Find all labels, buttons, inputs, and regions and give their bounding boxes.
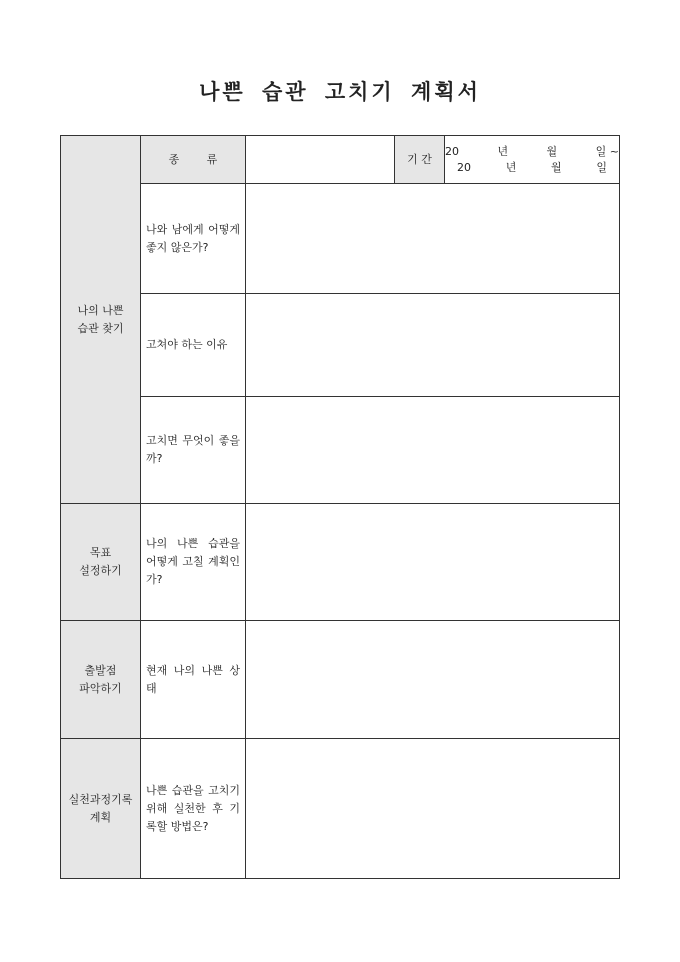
period-end-day-unit: 일 bbox=[596, 160, 607, 174]
page-title: 나쁜 습관 고치기 계획서 bbox=[199, 79, 481, 104]
period-end-line bbox=[445, 160, 619, 176]
section-label-record bbox=[61, 739, 141, 879]
question-record-method: 나쁜 습관을 고치기 위해 실천한 후 기록할 방법은? bbox=[141, 739, 246, 879]
answer-harm[interactable] bbox=[246, 184, 620, 294]
period-start-year: 20 bbox=[445, 144, 459, 158]
question-benefit: 고치면 무엇이 좋을까? bbox=[141, 397, 246, 504]
section-label-line2: 습관 찾기 bbox=[77, 321, 124, 335]
answer-benefit[interactable] bbox=[246, 397, 620, 504]
section-label-line1: 실천과정기록 bbox=[68, 792, 133, 806]
type-input-cell[interactable] bbox=[246, 136, 395, 184]
period-end-year-unit: 년 bbox=[505, 160, 517, 174]
section-label-line1: 출발점 bbox=[84, 663, 117, 677]
question-row bbox=[61, 184, 620, 294]
question-goal: 나의 나쁜 습관을 어떻게 고칠 계획인가? bbox=[141, 504, 246, 621]
period-start-month-unit: 월 bbox=[546, 144, 558, 158]
period-start-year-unit: 년 bbox=[497, 144, 509, 158]
plan-form-table bbox=[60, 135, 620, 879]
type-label-cell bbox=[141, 136, 246, 184]
question-row bbox=[61, 294, 620, 397]
section-label-line2: 계획 bbox=[89, 810, 112, 824]
question-harm: 나와 남에게 어떻게 좋지 않은가? bbox=[141, 184, 246, 294]
section-label-start bbox=[61, 621, 141, 739]
section-row-goal bbox=[61, 504, 620, 621]
period-end-month-unit: 월 bbox=[551, 160, 562, 174]
question-current-state: 현재 나의 나쁜 상태 bbox=[141, 621, 246, 739]
section-label-line2: 파악하기 bbox=[79, 681, 122, 695]
section-row-start bbox=[61, 621, 620, 739]
section-row-record bbox=[61, 739, 620, 879]
period-end-year: 20 bbox=[457, 160, 471, 174]
type-label-char2: 류 bbox=[206, 152, 218, 166]
header-row bbox=[61, 136, 620, 184]
section-label-line2: 설정하기 bbox=[79, 564, 122, 577]
section-label-goal bbox=[61, 504, 141, 621]
question-row bbox=[61, 397, 620, 504]
section-label-line1: 나의 나쁜 bbox=[77, 303, 124, 317]
type-label-char1: 종 bbox=[168, 152, 180, 166]
section-label-line1: 목표 bbox=[89, 546, 112, 559]
answer-record-method[interactable] bbox=[246, 739, 620, 879]
answer-current-state[interactable] bbox=[246, 621, 620, 739]
period-label: 기 간 bbox=[395, 136, 445, 184]
period-start-line bbox=[445, 144, 619, 160]
answer-goal[interactable] bbox=[246, 504, 620, 621]
section-label-habit-find bbox=[61, 136, 141, 504]
answer-reason[interactable] bbox=[246, 294, 620, 397]
question-reason: 고쳐야 하는 이유 bbox=[141, 294, 246, 397]
period-start-day-unit: 일 ~ bbox=[595, 144, 619, 158]
period-input-cell[interactable] bbox=[445, 136, 620, 184]
